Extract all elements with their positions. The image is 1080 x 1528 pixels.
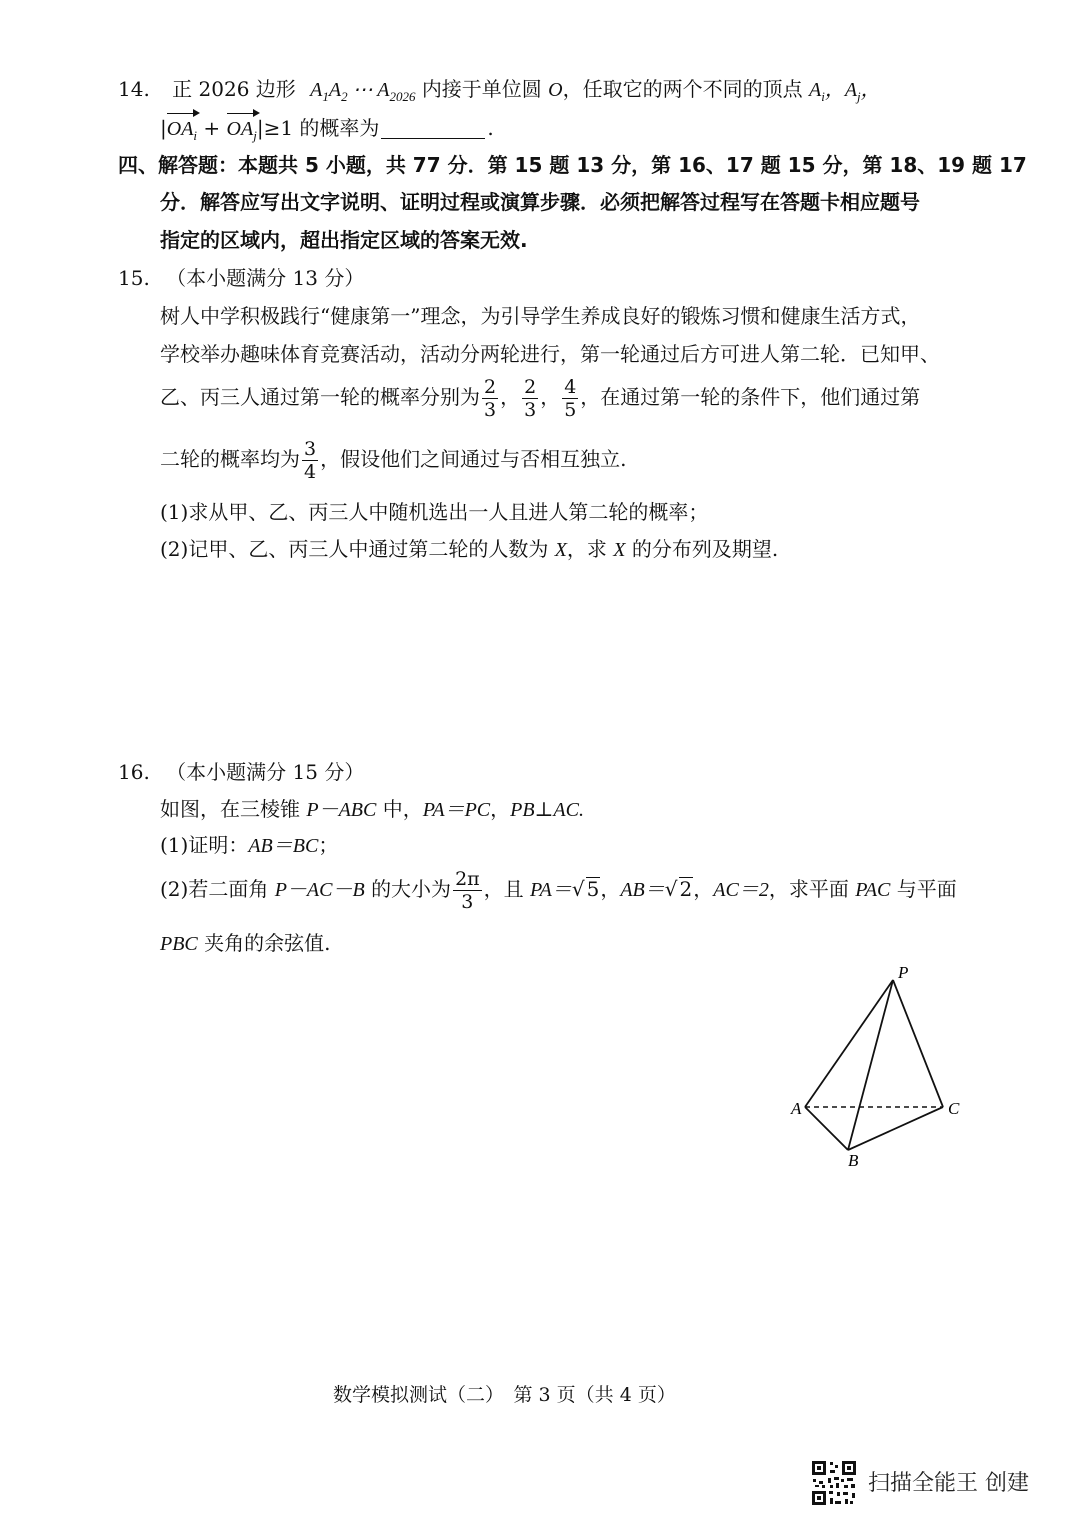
q14-answer-blank[interactable] <box>381 118 485 139</box>
q14-poly-sub: 2026 <box>389 89 416 104</box>
q15-header: （本小题满分 13 分） <box>166 266 365 290</box>
q15-line4-text-a: 二轮的概率均为 <box>160 447 300 471</box>
q15-part2-text-c: 的分布列及期望. <box>631 537 779 561</box>
q14-text-1: 正 2026 边形 <box>172 77 296 101</box>
edge-pa <box>805 980 893 1107</box>
q16-ac: AC＝2 <box>713 879 769 901</box>
section4-line1: 四、解答题：本题共 5 小题，共 77 分．第 15 题 13 分，第 16、17 题 15 分，第 18、19 题 17 <box>118 153 1027 177</box>
q14-expression: $|OA_i + OA_j|$ <box>160 116 264 143</box>
q15-part1: (1)求从甲、乙、丙三人中随机选出一人且进人第二轮的概率； <box>160 500 709 524</box>
watermark-text: 扫描全能王 创建 <box>868 1471 1029 1496</box>
q16-ab-label: AB＝ <box>620 879 665 901</box>
q15-frac-second-round: $\frac{3}{4}$ <box>304 438 317 483</box>
q16-heading <box>118 760 364 784</box>
q16-part2-text-d: ，求平面 <box>768 877 849 901</box>
edge-pc <box>893 980 943 1107</box>
q15-frac-jia: $\frac{2}{3}$ <box>484 376 497 421</box>
q16-plane-pac: PAC <box>855 879 891 901</box>
vertex-label-b: B <box>848 1151 859 1170</box>
q16-part1-text-a: (1)证明： <box>160 833 249 857</box>
q14-circle-label: O <box>548 79 563 101</box>
q14-line2 <box>160 116 494 144</box>
q15-part2-text-b: ，求 <box>566 537 607 561</box>
q15-line3: 乙、丙三人通过第一轮的概率分别为 $\frac{2}{3}$ ， $\frac{2}{3}$ ， $\frac{4}{5}$ ，在通过第一轮的条件下，他们通过第 <box>160 376 921 421</box>
section4-line2: 分．解答应写出文字说明、证明过程或演算步骤．必须把解答过程写在答题卡相应题号 <box>160 190 920 214</box>
q16-line1-text-b: 中， <box>382 797 423 821</box>
q16-pyramid: P－ABC <box>306 799 377 821</box>
vertex-label-a: A <box>791 1099 802 1118</box>
q16-angle-frac: $\frac{2\pi}{3}$ <box>455 868 480 913</box>
q16-part1 <box>160 833 338 858</box>
q16-header: （本小题满分 15 分） <box>166 760 365 784</box>
q15-var-x-2: X <box>613 539 626 561</box>
edge-ab <box>805 1107 848 1150</box>
q15-line2: 学校举办趣味体育竞赛活动，活动分两轮进行，第一轮通过后方可进人第二轮．已知甲、 <box>160 342 940 366</box>
q16-part2: (2)若二面角 P－AC－B 的大小为 $\frac{2\pi}{3}$ ，且 PA＝√ 5，AB＝√ 2，AC＝2，求平面 PAC 与平面 <box>160 868 957 913</box>
q15-line3-text-b: ，在通过第一轮的条件下，他们通过第 <box>580 385 921 409</box>
q15-part2-text-a: (2)记甲、乙、丙三人中通过第二轮的人数为 <box>160 537 549 561</box>
q16-part1-equation: AB＝BC <box>248 835 319 857</box>
q16-part2-text-b: 的大小为 <box>371 877 452 901</box>
q16-pa-label: PA＝ <box>530 879 572 901</box>
q14-number: 14. <box>118 77 150 101</box>
pyramid-figure <box>780 960 980 1175</box>
section4-line3: 指定的区域内，超出指定区域的答案无效. <box>160 228 528 252</box>
q16-dihedral: P－AC－B <box>274 879 365 901</box>
q16-ab-value: 2 <box>679 877 693 901</box>
q16-number: 16. <box>118 760 150 784</box>
q14-vertices: $A_i$，$A_j$， <box>808 79 881 104</box>
q15-number: 15. <box>118 266 150 290</box>
q15-line3-text-a: 乙、丙三人通过第一轮的概率分别为 <box>160 385 480 409</box>
vertex-label-c: C <box>948 1099 960 1118</box>
q14-polygon: $A_1A_2$ ⋯ $A_{2026}$ <box>310 79 416 104</box>
q14-text-3: ，任取它的两个不同的顶点 <box>562 77 803 101</box>
edge-pb <box>848 980 893 1150</box>
vertex-label-p: P <box>898 963 909 982</box>
q16-pa-value: 5 <box>586 877 600 901</box>
q16-line1-text-a: 如图，在三棱锥 <box>160 797 300 821</box>
q16-part2-text-a: (2)若二面角 <box>160 877 269 901</box>
page-footer: 数学模拟测试（二） 第 3 页（共 4 页） <box>333 1384 676 1406</box>
q16-last-text: 夹角的余弦值. <box>204 931 331 955</box>
q16-plane-pbc: PBC <box>160 933 198 955</box>
q16-part1-text-c: ； <box>318 833 339 857</box>
q14-line1 <box>118 77 881 105</box>
edge-bc <box>848 1107 943 1150</box>
q15-line1: 树人中学积极践行“健康第一”理念，为引导学生养成良好的锻炼习惯和健康生活方式， <box>160 304 921 328</box>
q15-heading <box>118 266 364 290</box>
q16-last-line <box>160 931 331 956</box>
q16-part2-text-c: ，且 <box>483 877 524 901</box>
q15-part2 <box>160 537 778 562</box>
q14-end: . <box>487 116 494 140</box>
q15-var-x: X <box>554 539 567 561</box>
q16-cond1: PA＝PC <box>422 799 491 821</box>
qr-code-icon <box>810 1459 858 1507</box>
q16-cond2: PB⊥AC. <box>510 799 584 821</box>
q14-text-4: ≥1 的概率为 <box>263 116 380 140</box>
q15-line4 <box>160 438 626 483</box>
q15-line4-text-b: ，假设他们之间通过与否相互独立. <box>320 447 627 471</box>
q15-frac-yi: $\frac{2}{3}$ <box>524 376 537 421</box>
q16-line1: 如图，在三棱锥 P－ABC 中，PA＝PC，PB⊥AC. <box>160 797 584 821</box>
q15-frac-bing: $\frac{4}{5}$ <box>564 376 577 421</box>
q14-text-2: 内接于单位圆 <box>421 77 542 101</box>
q16-part2-text-e: 与平面 <box>896 877 957 901</box>
